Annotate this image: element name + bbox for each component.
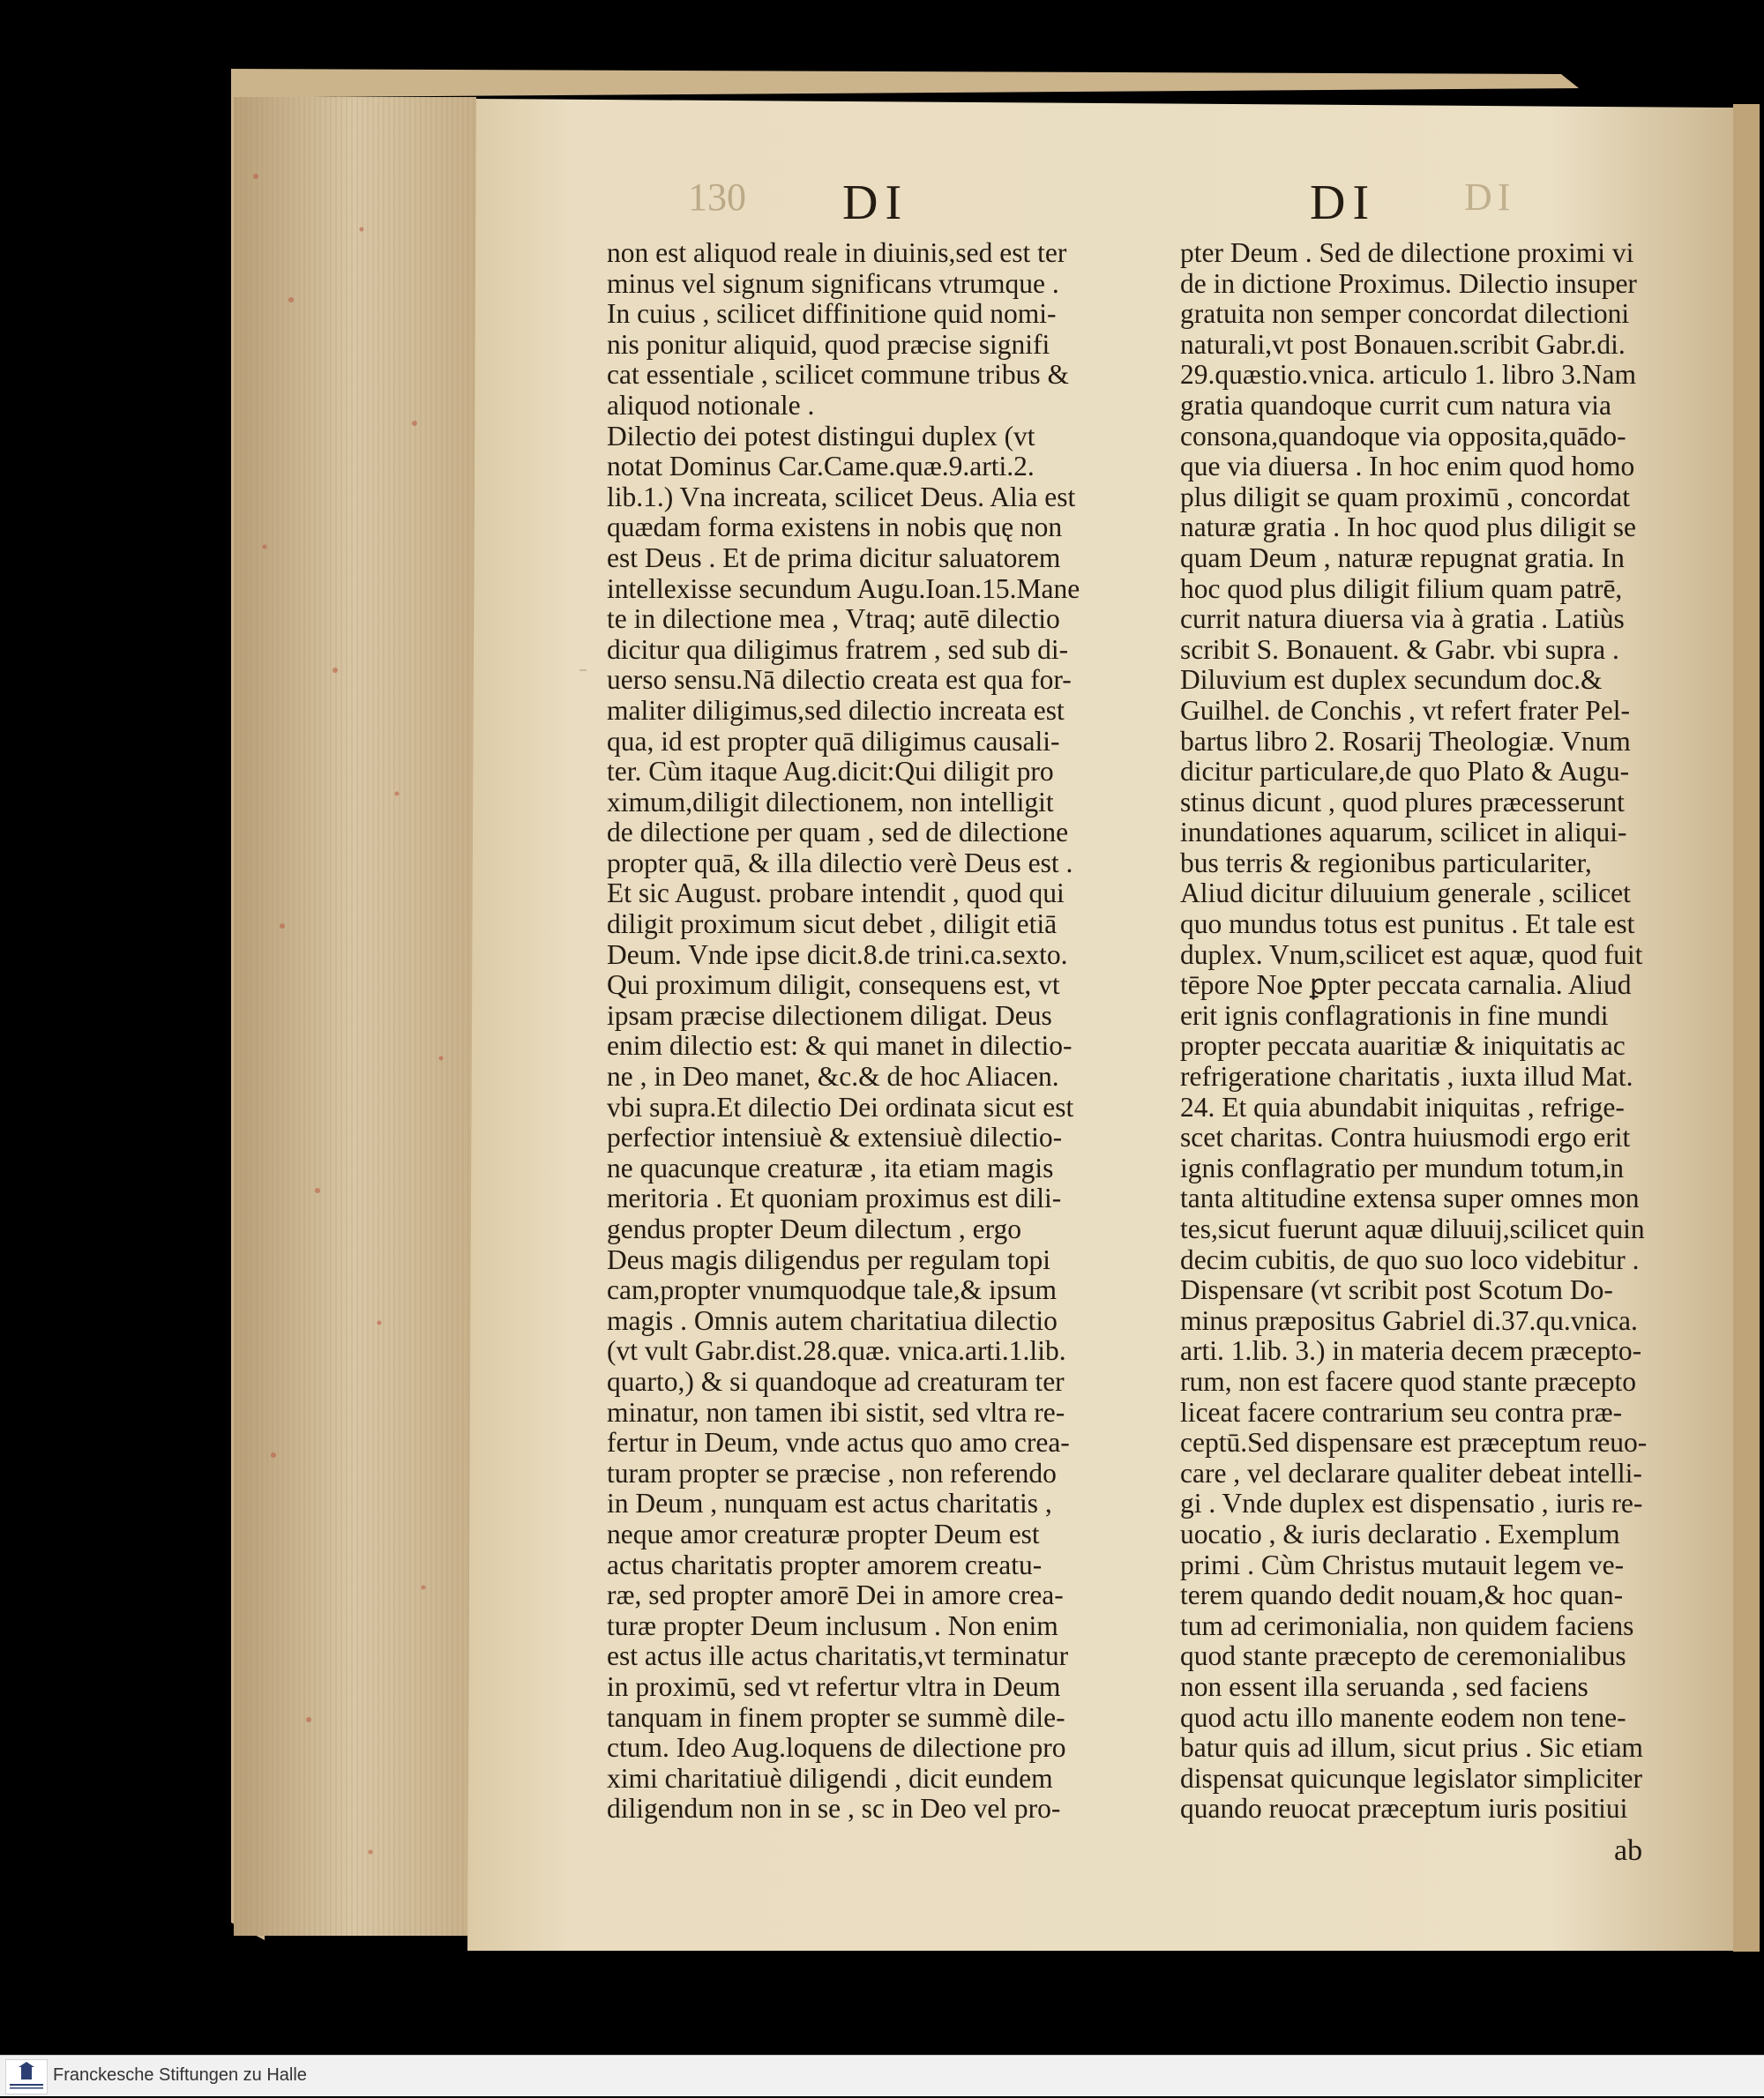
text-line: quando reuocat præceptum iuris positiui [1180,1793,1628,1825]
text-line: minatur, non tamen ibi sistit, sed vltra re- [607,1396,1065,1428]
text-line: ctum. Ideo Aug.loquens de dilectione pro [607,1732,1066,1764]
text-line: dispensat quicunque legislator simpliciter [1180,1762,1643,1794]
text-line: minus præpositus Gabriel di.37.qu.vnica. [1180,1304,1638,1336]
text-line: dicitur qua diligimus fratrem , sed sub di- [607,633,1069,665]
text-line: te in dilectione mea , Vtraq; autē dilectio [607,603,1060,635]
institution-name: Franckesche Stiftungen zu Halle [53,2065,307,2085]
text-line: Deus magis diligendus per regulam topi [607,1243,1051,1275]
text-line: in proximū, sed vt refertur vltra in Deum [607,1670,1061,1702]
text-line: ceptū.Sed dispensare est præceptum reuo- [1180,1427,1648,1459]
text-line: consona,quandoque via opposita,quādo- [1180,420,1626,452]
text-line: quod actu illo manente eodem non tene- [1180,1701,1626,1733]
text-line: nis ponitur aliquid, quod præcise signifi [607,328,1050,360]
catchword: ab [1614,1834,1643,1867]
text-line: pter Deum . Sed de dilectione proximi vi [1180,237,1634,268]
text-line: de in dictione Proximus. Dilectio insuper [1180,267,1637,299]
text-line: naturali,vt post Bonauen.scribit Gabr.di. [1180,328,1626,360]
text-line: currit natura diuersa via à gratia . Latiùs [1180,603,1625,635]
text-line: intellexisse secundum Augu.Ioan.15.Mane [607,572,1080,604]
running-head-right: DI [1310,175,1377,230]
text-line: propter quā, & illa dilectio verè Deus est . [607,847,1073,878]
text-line: aliquod notionale . [607,389,815,421]
text-line: ximum,diligit dilectionem, non intelligit [607,786,1054,818]
text-line: diligendum non in se , sc in Deo vel pro- [607,1793,1061,1825]
text-line: non est aliquod reale in diuinis,sed est ter [607,237,1067,268]
text-line: ne quacunque creaturæ , ita etiam magis [607,1152,1054,1183]
text-line: quarto,) & si quandoque ad creaturam ter [607,1365,1065,1397]
right-column [1180,238,1647,1825]
text-line: non essent illa seruanda , sed faciens [1180,1670,1588,1702]
text-line: fertur in Deum, vnde actus quo amo crea- [607,1427,1070,1459]
text-line: naturæ gratia . In hoc quod plus diligit se [1180,511,1637,543]
text-line: Qui proximum diligit, consequens est, vt [607,969,1060,1001]
text-line: scribit S. Bonauent. & Gabr. vbi supra . [1180,633,1619,665]
text-line: Aliud dicitur diluuium generale , scilicet [1180,877,1631,909]
text-line: neque amor creaturæ propter Deum est [607,1518,1040,1549]
text-line: liceat facere contrarium seu contra præ- [1180,1396,1623,1428]
text-line: de dilectione per quam , sed de dilectione [607,817,1069,848]
text-line: diligit proximum sicut debet , diligit etiā [607,908,1058,940]
text-line: in Deum , nunquam est actus charitatis , [607,1488,1052,1519]
text-line: propter peccata auaritiæ & iniquitatis ac [1180,1030,1626,1062]
text-line: vbi supra.Et dilectio Dei ordinata sicut est [607,1091,1074,1123]
text-line: cam,propter vnumquodque tale,& ipsum [607,1274,1058,1306]
foundation-logo-icon [5,2059,48,2094]
text-line: uocatio , & iuris declaratio . Exemplum [1180,1518,1620,1549]
text-line: est Deus . Et de prima dicitur saluatorem [607,541,1061,573]
text-line: erit ignis conflagrationis in fine mundi [1180,999,1609,1031]
text-line: est actus ille actus charitatis,vt terminatur [607,1640,1069,1672]
text-line: primi . Cùm Christus mutauit legem ve- [1180,1549,1625,1580]
text-line: notat Dominus Car.Came.quæ.9.arti.2. [607,451,1035,482]
right-page-edge [1733,104,1760,1952]
text-line: rum, non est facere quod stante præcepto [1180,1365,1636,1397]
text-line: minus vel signum significans vtrumque . [607,267,1059,299]
text-line: gratuita non semper concordat dilectioni [1180,298,1630,330]
text-line: gratia quandoque currit cum natura via [1180,389,1611,421]
text-line: turam propter se præcise , non referendo [607,1457,1057,1489]
text-line: gi . Vnde duplex est dispensatio , iuris re- [1180,1488,1643,1519]
text-line: actus charitatis propter amorem creatu- [607,1549,1043,1580]
text-line: 29.quæstio.vnica. articulo 1. libro 3.Nam [1180,359,1637,391]
text-line: cat essentiale , scilicet commune tribus & [607,359,1069,391]
text-line: Guilhel. de Conchis , vt refert frater Pel- [1180,694,1630,726]
text-line: Dilectio dei potest distingui duplex (vt [607,420,1035,452]
text-line: maliter diligimus,sed dilectio increata est [607,694,1065,726]
running-head-left: DI [842,175,909,230]
text-line: ræ, sed propter amorē Dei in amore crea- [607,1579,1064,1611]
text-line: arti. 1.lib. 3.) in materia decem præcepto- [1180,1335,1642,1367]
text-line: tes,sicut fuerunt aquæ diluuij,scilicet quin [1180,1213,1645,1244]
text-line: meritoria . Et quoniam proximus est dili- [607,1183,1062,1214]
left-column [607,238,1080,1825]
text-line: que via diuersa . In hoc enim quod homo [1180,451,1635,482]
text-line: terem quando dedit nouam,& hoc quan- [1180,1579,1624,1611]
text-line: bartus libro 2. Rosarij Theologiæ. Vnum [1180,725,1631,757]
text-line: uerso sensu.Nā dilectio creata est qua for- [607,664,1072,696]
text-line: bus terris & regionibus particulariter, [1180,847,1592,878]
text-line: tanquam in finem propter se summè dile- [607,1701,1065,1733]
text-line: tum ad cerimonialia, non quidem faciens [1180,1609,1634,1641]
text-line: 24. Et quia abundabit iniquitas , refrige- [1180,1091,1625,1123]
text-line: enim dilectio est: & qui manet in dilectio- [607,1030,1073,1062]
text-line: Dispensare (vt scribit post Scotum Do- [1180,1274,1613,1306]
text-line: tēpore Noe ꝑpter peccata carnalia. Aliud [1180,969,1632,1001]
text-line: scet charitas. Contra huiusmodi ergo erit [1180,1122,1631,1154]
text-line: Et sic August. probare intendit , quod qui [607,877,1065,909]
text-line: tanta altitudine extensa super omnes mon [1180,1183,1640,1214]
text-line: Deum. Vnde ipse dicit.8.de trini.ca.sexto. [607,938,1068,970]
text-line: ximi charitatiuè diligendi , dicit eundem [607,1762,1053,1794]
text-line: stinus dicunt , quod plures præcesserunt [1180,786,1625,818]
text-line: turæ propter Deum inclusum . Non enim [607,1609,1058,1641]
text-line: perfectior intensiuè & extensiuè dilectio- [607,1122,1063,1154]
text-line: duplex. Vnum,scilicet est aquæ, quod fuit [1180,938,1643,970]
text-line: inundationes aquarum, scilicet in aliqui- [1180,817,1627,848]
text-line: Diluvium est duplex secundum doc.& [1180,664,1603,696]
text-line: (vt vult Gabr.dist.28.quæ. vnica.arti.1.lib. [607,1335,1066,1367]
text-line: quod stante præcepto de ceremonialibus [1180,1640,1626,1672]
text-line: hoc quod plus diligit filium quam patrē, [1180,572,1623,604]
text-line: ignis conflagratio per mundum totum,in [1180,1152,1625,1183]
bleed-through-right: DI [1464,175,1516,219]
text-line: refrigeratione charitatis , iuxta illud Mat. [1180,1061,1633,1093]
text-line: care , vel declarare qualiter debeat intelli- [1180,1457,1642,1489]
text-line: qua, id est propter quā diligimus causali- [607,725,1060,757]
text-line: lib.1.) Vna increata, scilicet Deus. Alia est [607,481,1076,512]
text-line: quo mundus totus est punitus . Et tale est [1180,908,1635,940]
text-line: gendus propter Deum dilectum , ergo [607,1213,1022,1244]
text-line: batur quis ad illum, sicut prius . Sic etiam [1180,1732,1643,1764]
text-line: quædam forma existens in nobis quę non [607,511,1063,543]
text-line: magis . Omnis autem charitatiua dilectio [607,1304,1058,1336]
text-line: quam Deum , naturæ repugnat gratia. In [1180,541,1625,573]
text-line: In cuius , scilicet diffinitione quid nomi- [607,298,1057,330]
text-line: ne , in Deo manet, &c.& de hoc Aliacen. [607,1061,1059,1093]
text-line: dicitur particulare,de quo Plato & Augu- [1180,756,1630,788]
text-line: plus diligit se quam proximū , concordat [1180,481,1631,512]
footer-bar [0,2055,1764,2096]
text-line: ipsam præcise dilectionem diligat. Deus [607,999,1052,1031]
text-line: ter. Cùm itaque Aug.dicit:Qui diligit pro [607,756,1054,788]
text-line: decim cubitis, de quo suo loco videbitur . [1180,1243,1640,1275]
bleed-through-left: 130 [688,175,746,219]
